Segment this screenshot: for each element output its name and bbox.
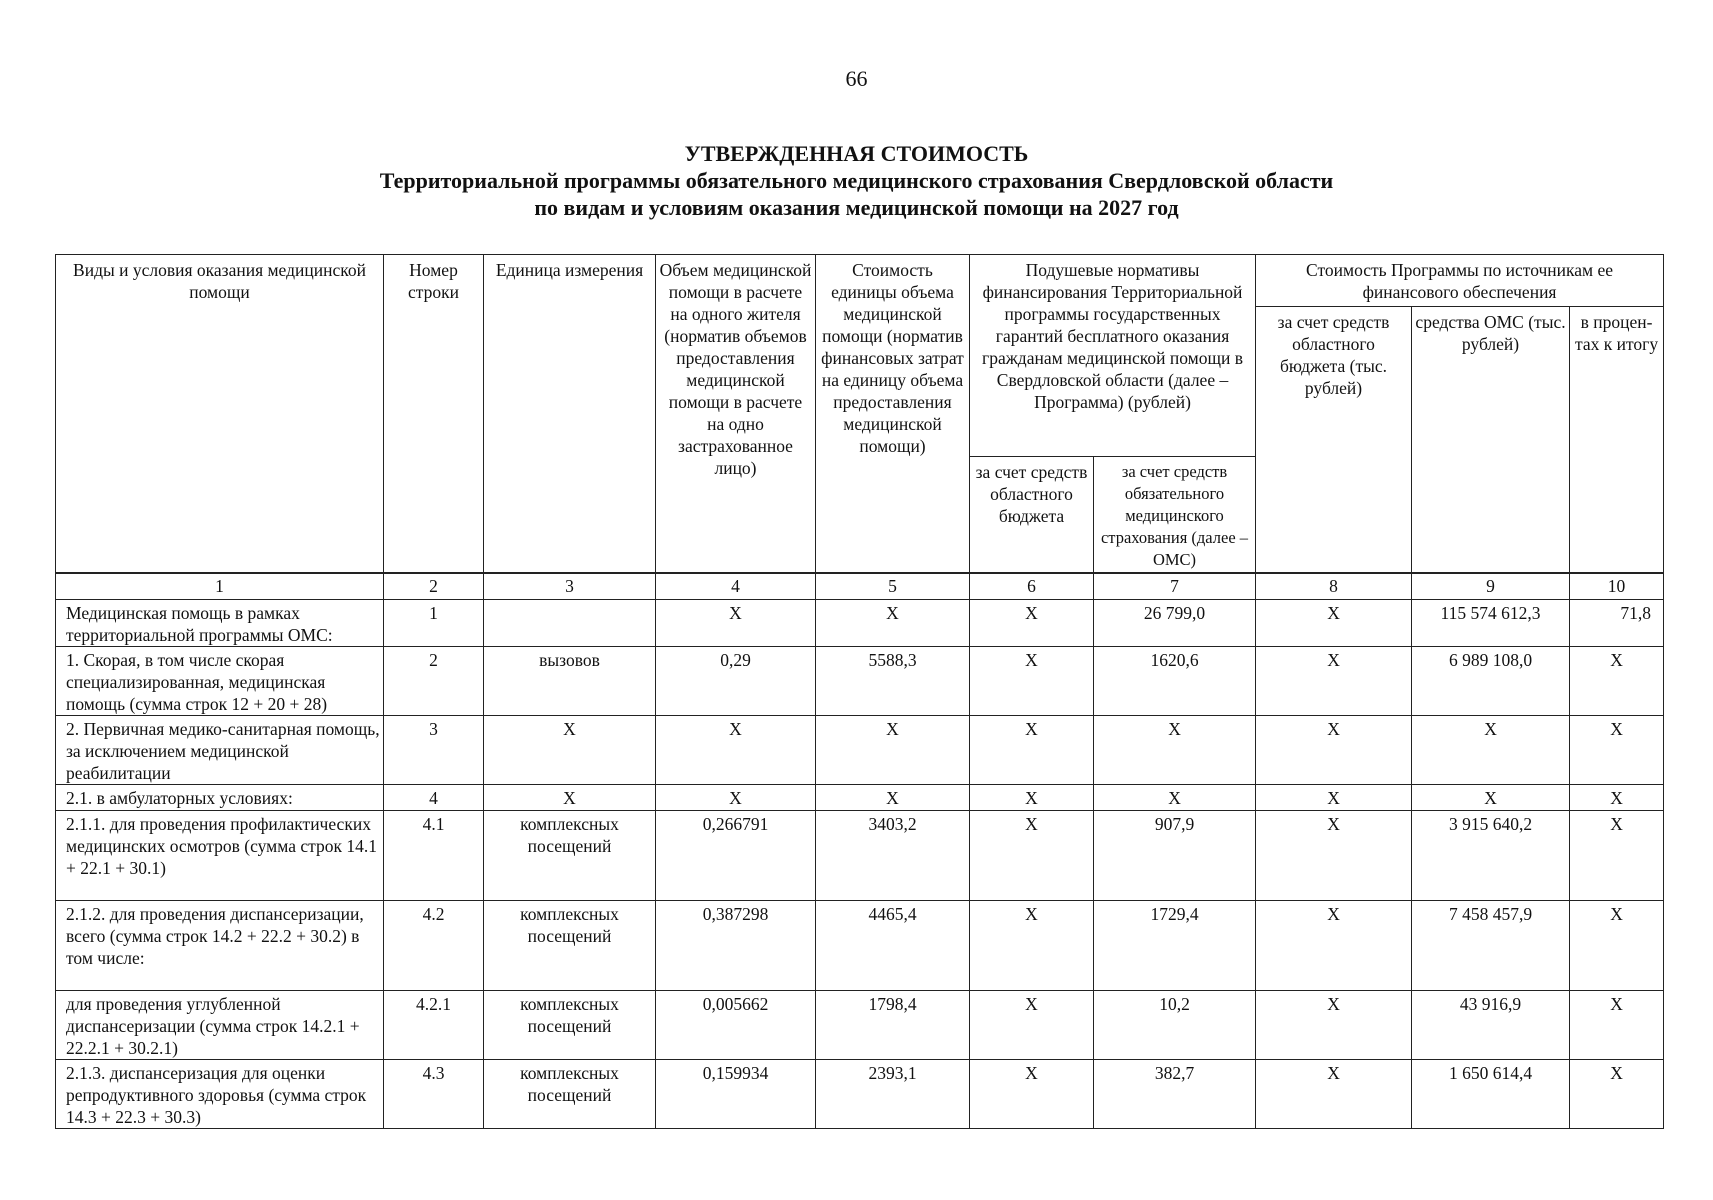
cell-kind: для проведения углубленной диспансеризации (сумма строк 14.2.1 + 22.2.1 + 30.2.1) [56, 990, 384, 1059]
cell-per-capita-budget: X [970, 900, 1094, 990]
column-number: 7 [1094, 573, 1256, 599]
cell-per-capita-oms: 907,9 [1094, 810, 1256, 900]
column-number-row [56, 573, 1664, 599]
cell-budget-total: X [1256, 900, 1412, 990]
cell-kind: 2.1.1. для проведения профилактических медицинских осмотров (сумма строк 14.1 + 22.1 + 30.1) [56, 810, 384, 900]
cell-per-capita-oms: 26 799,0 [1094, 599, 1256, 646]
cell-volume: X [656, 784, 816, 810]
cell-row-number: 1 [384, 599, 484, 646]
cell-unit: X [484, 715, 656, 784]
cell-volume: 0,266791 [656, 810, 816, 900]
cell-percent: X [1570, 715, 1664, 784]
cell-oms-total: 1 650 614,4 [1412, 1059, 1570, 1128]
header-per-capita-oms: за счет средств обязательного медицинского страхования (далее – ОМС) [1094, 457, 1256, 574]
table-row [56, 784, 1664, 810]
cell-per-capita-oms: 382,7 [1094, 1059, 1256, 1128]
cell-percent: X [1570, 810, 1664, 900]
column-number: 6 [970, 573, 1094, 599]
cell-oms-total: X [1412, 784, 1570, 810]
cell-unit: X [484, 784, 656, 810]
cell-percent: X [1570, 784, 1664, 810]
table-row [56, 646, 1664, 715]
cell-unit [484, 599, 656, 646]
header-oms-total: средства ОМС (тыс. рублей) [1412, 307, 1570, 574]
cell-unit-cost: 4465,4 [816, 900, 970, 990]
cell-unit: комплексных посещений [484, 1059, 656, 1128]
cost-table [55, 254, 1664, 1129]
header-row-number: Номер строки [384, 255, 484, 574]
cell-volume: 0,387298 [656, 900, 816, 990]
column-number: 8 [1256, 573, 1412, 599]
cell-row-number: 4.2 [384, 900, 484, 990]
cell-unit-cost: X [816, 784, 970, 810]
cell-kind: 2.1.2. для проведения диспансеризации, всего (сумма строк 14.2 + 22.2 + 30.2) в том числе: [56, 900, 384, 990]
column-number: 4 [656, 573, 816, 599]
cell-row-number: 4.1 [384, 810, 484, 900]
column-number: 2 [384, 573, 484, 599]
cell-volume: 0,29 [656, 646, 816, 715]
cell-budget-total: X [1256, 990, 1412, 1059]
cell-per-capita-oms: 10,2 [1094, 990, 1256, 1059]
header-row-1 [56, 255, 1664, 307]
table-row [56, 1059, 1664, 1128]
heading-line-1: УТВЕРЖДЕННАЯ СТОИМОСТЬ [684, 141, 1029, 166]
table-row [56, 990, 1664, 1059]
cell-per-capita-budget: X [970, 810, 1094, 900]
cell-row-number: 2 [384, 646, 484, 715]
cell-percent: X [1570, 1059, 1664, 1128]
cell-unit-cost: 3403,2 [816, 810, 970, 900]
cell-unit-cost: 1798,4 [816, 990, 970, 1059]
cell-per-capita-budget: X [970, 784, 1094, 810]
cell-oms-total: 3 915 640,2 [1412, 810, 1570, 900]
cell-percent: X [1570, 646, 1664, 715]
cell-budget-total: X [1256, 715, 1412, 784]
cell-budget-total: X [1256, 784, 1412, 810]
cell-budget-total: X [1256, 646, 1412, 715]
header-volume: Объем медицинской помощи в расчете на одного жителя (норматив объемов предоставления медицинской помощи в расчете на одно застрахованное лицо) [656, 255, 816, 574]
cell-per-capita-oms: 1620,6 [1094, 646, 1256, 715]
cell-percent: X [1570, 990, 1664, 1059]
cell-budget-total: X [1256, 1059, 1412, 1128]
cell-kind: 1. Скорая, в том числе скорая специализированная, медицинская помощь (сумма строк 12 + 20 + 28) [56, 646, 384, 715]
cell-row-number: 4.2.1 [384, 990, 484, 1059]
header-unit-cost: Стоимость единицы объема медицинской помощи (норматив финансовых затрат на единицу объема предоставления медицинской помощи) [816, 255, 970, 574]
header-budget-total: за счет средств областного бюджета (тыс. рублей) [1256, 307, 1412, 574]
cell-per-capita-budget: X [970, 646, 1094, 715]
heading-line-2: Территориальной программы обязательного медицинского страхования Свердловской области [379, 168, 1334, 193]
header-per-capita-budget: за счет средств областного бюджета [970, 457, 1094, 574]
cell-unit-cost: 5588,3 [816, 646, 970, 715]
cell-oms-total: 6 989 108,0 [1412, 646, 1570, 715]
column-number: 5 [816, 573, 970, 599]
column-number: 1 [56, 573, 384, 599]
cell-unit: комплексных посещений [484, 990, 656, 1059]
cell-per-capita-budget: X [970, 990, 1094, 1059]
column-number: 10 [1570, 573, 1664, 599]
cell-kind: 2.1. в амбулаторных условиях: [56, 784, 384, 810]
cell-unit-cost: X [816, 715, 970, 784]
table-row [56, 900, 1664, 990]
cell-kind: 2.1.3. диспансеризация для оценки репродуктивного здоровья (сумма строк 14.3 + 22.3 + 30.3) [56, 1059, 384, 1128]
header-kind: Виды и условия оказания медицинской помощи [56, 255, 384, 574]
header-sources-group: Стоимость Программы по источникам ее финансового обеспечения [1256, 255, 1664, 307]
cell-per-capita-oms: X [1094, 715, 1256, 784]
cell-per-capita-oms: 1729,4 [1094, 900, 1256, 990]
cell-unit: вызовов [484, 646, 656, 715]
column-number: 9 [1412, 573, 1570, 599]
cell-per-capita-budget: X [970, 715, 1094, 784]
cell-oms-total: 43 916,9 [1412, 990, 1570, 1059]
header-percent: в процен-тах к итогу [1570, 307, 1664, 574]
cell-volume: 0,159934 [656, 1059, 816, 1128]
table-row [56, 599, 1664, 646]
cell-row-number: 3 [384, 715, 484, 784]
cell-row-number: 4 [384, 784, 484, 810]
cell-row-number: 4.3 [384, 1059, 484, 1128]
cell-unit: комплексных посещений [484, 810, 656, 900]
cell-oms-total: X [1412, 715, 1570, 784]
header-per-capita-group: Подушевые нормативы финансирования Территориальной программы государственных гарантий бесплатного оказания гражданам медицинской помощи в Свердловской области (далее – Программа) (рублей) [970, 255, 1256, 457]
column-number: 3 [484, 573, 656, 599]
document-heading [0, 140, 1713, 221]
cell-kind: 2. Первичная медико-санитарная помощь, за исключением медицинской реабилитации [56, 715, 384, 784]
cell-unit-cost: 2393,1 [816, 1059, 970, 1128]
cell-volume: X [656, 715, 816, 784]
cell-oms-total: 7 458 457,9 [1412, 900, 1570, 990]
cell-per-capita-budget: X [970, 599, 1094, 646]
heading-line-3: по видам и условиям оказания медицинской помощи на 2027 год [534, 195, 1179, 220]
header-unit: Единица измерения [484, 255, 656, 574]
cell-per-capita-budget: X [970, 1059, 1094, 1128]
cell-percent: X [1570, 900, 1664, 990]
cell-budget-total: X [1256, 810, 1412, 900]
table-row [56, 715, 1664, 784]
table-row [56, 810, 1664, 900]
cell-volume: X [656, 599, 816, 646]
cell-volume: 0,005662 [656, 990, 816, 1059]
page-number: 66 [845, 66, 868, 91]
cell-budget-total: X [1256, 599, 1412, 646]
cell-percent: 71,8 [1570, 599, 1664, 646]
cell-kind: Медицинская помощь в рамках территориальной программы ОМС: [56, 599, 384, 646]
cell-per-capita-oms: X [1094, 784, 1256, 810]
cell-unit: комплексных посещений [484, 900, 656, 990]
cell-oms-total: 115 574 612,3 [1412, 599, 1570, 646]
cell-unit-cost: X [816, 599, 970, 646]
